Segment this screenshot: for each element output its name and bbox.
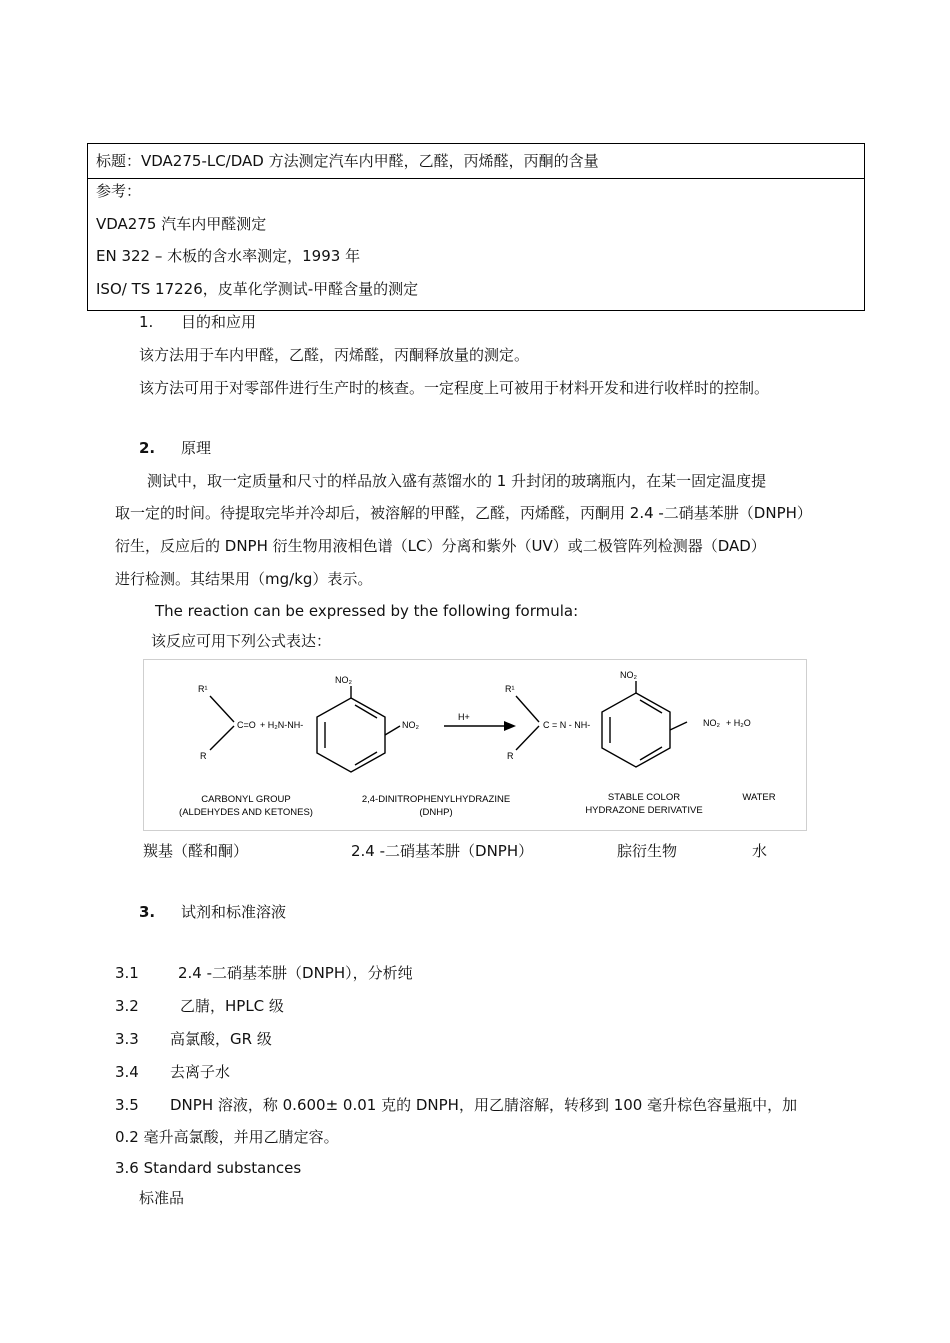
bond-line [210, 726, 234, 750]
doc-title: 标题：VDA275-LC/DAD 方法测定汽车内甲醛，乙醛，丙烯醛，丙酮的含量 [96, 152, 599, 170]
item-text: DNPH 溶液，称 0.600± 0.01 克的 DNPH，用乙腈溶解，转移到 100 毫升棕色容量瓶中，加 [170, 1096, 798, 1114]
item-number: 3.3 [115, 1030, 139, 1048]
item-number: 3.5 [115, 1096, 139, 1114]
bond-line [210, 696, 234, 722]
section3-title: 试剂和标准溶液 [181, 903, 287, 921]
box-divider [88, 178, 864, 179]
reaction-diagram [144, 660, 806, 830]
benzene-ring-reactant [317, 698, 385, 772]
item-standard-substances-cn: 标准品 [139, 1189, 185, 1207]
bond-line [670, 722, 687, 730]
caption-hydrazone: 腙衍生物 [617, 842, 678, 860]
item-number: 3.2 [115, 997, 139, 1015]
r1-label: R¹ [198, 684, 208, 694]
section1-paragraph: 该方法可用于对零部件进行生产时的核查。一定程度上可被用于材料开发和进行收样时的控制。 [139, 379, 770, 397]
no2-text: NO₂ [620, 670, 637, 680]
reference-label: 参考： [96, 182, 142, 200]
item-text: 去离子水 [170, 1063, 231, 1081]
item-text: 乙腈，HPLC 级 [180, 997, 284, 1015]
r-label: R [507, 751, 514, 761]
arrow-label: H+ [458, 712, 470, 722]
plus-water-text: + H₂O [726, 718, 751, 728]
reference-item: EN 322 – 木板的含水率测定，1993 年 [96, 247, 361, 265]
no2-text: NO₂ [703, 718, 720, 728]
formula-intro-cn: 该反应可用下列公式表达： [151, 632, 332, 650]
section2-title: 原理 [181, 439, 212, 457]
principle-line: 取一定的时间。待提取完毕并冷却后，被溶解的甲醛，乙醛，丙烯醛，丙酮用 2.4 -二硝基苯肼（DNPH） [115, 504, 812, 522]
caption-water: 水 [752, 842, 768, 860]
no2-text: NO₂ [335, 675, 352, 685]
carbonyl-group-sublabel: (ALDEHYDES AND KETONES) [179, 807, 313, 818]
product-chain-text: C = N - NH- [543, 720, 591, 730]
item-text-continued: 0.2 毫升高氯酸，并用乙腈定容。 [115, 1128, 339, 1146]
reference-item: VDA275 汽车内甲醛测定 [96, 215, 267, 233]
dnph-label: 2,4-DINITROPHENYLHYDRAZINE [361, 794, 511, 805]
reaction-figure [143, 659, 807, 831]
principle-line: 进行检测。其结果用（mg/kg）表示。 [115, 570, 373, 588]
hydrazone-label: STABLE COLOR [607, 792, 681, 803]
bond-line [516, 696, 539, 722]
section1-paragraph: 该方法用于车内甲醛，乙醛，丙烯醛，丙酮释放量的测定。 [139, 346, 530, 364]
item-standard-substances: 3.6 Standard substances [115, 1159, 302, 1177]
no2-text: NO₂ [402, 720, 419, 730]
principle-line: 衍生，反应后的 DNPH 衍生物用液相色谱（LC）分离和紫外（UV）或二极管阵列检测器（DAD） [115, 537, 766, 555]
item-text: 2.4 -二硝基苯肼（DNPH），分析纯 [178, 964, 413, 982]
item-number: 3.1 [115, 964, 139, 982]
reaction-arrow-head [504, 721, 516, 731]
section1-title: 目的和应用 [181, 313, 257, 331]
section1-number: 1. [139, 313, 154, 331]
caption-carbonyl: 羰基（醛和酮） [143, 842, 249, 860]
formula-intro-en: The reaction can be expressed by the following formula: [155, 602, 579, 620]
caption-dnph: 2.4 -二硝基苯肼（DNPH） [351, 842, 534, 860]
carbonyl-text: C=O [237, 720, 256, 730]
r-label: R [200, 751, 207, 761]
hydrazone-sublabel: HYDRAZONE DERIVATIVE [585, 805, 703, 816]
reagent-chain-text: + H₂N-NH- [260, 720, 304, 730]
item-text: 高氯酸，GR 级 [170, 1030, 272, 1048]
water-label: WATER [742, 792, 776, 803]
reference-item: ISO/ TS 17226，皮革化学测试-甲醛含量的测定 [96, 280, 419, 298]
section2-number: 2. [139, 439, 156, 457]
benzene-ring-product [602, 693, 670, 767]
principle-line: 测试中，取一定质量和尺寸的样品放入盛有蒸馏水的 1 升封闭的玻璃瓶内，在某一固定温度提 [147, 472, 767, 490]
bond-line [385, 726, 400, 735]
r1-label: R¹ [505, 684, 515, 694]
bond-line [516, 726, 539, 750]
section3-number: 3. [139, 903, 156, 921]
carbonyl-group-label: CARBONYL GROUP [201, 794, 291, 805]
item-number: 3.4 [115, 1063, 139, 1081]
dnph-sublabel: (DNHP) [419, 807, 453, 818]
